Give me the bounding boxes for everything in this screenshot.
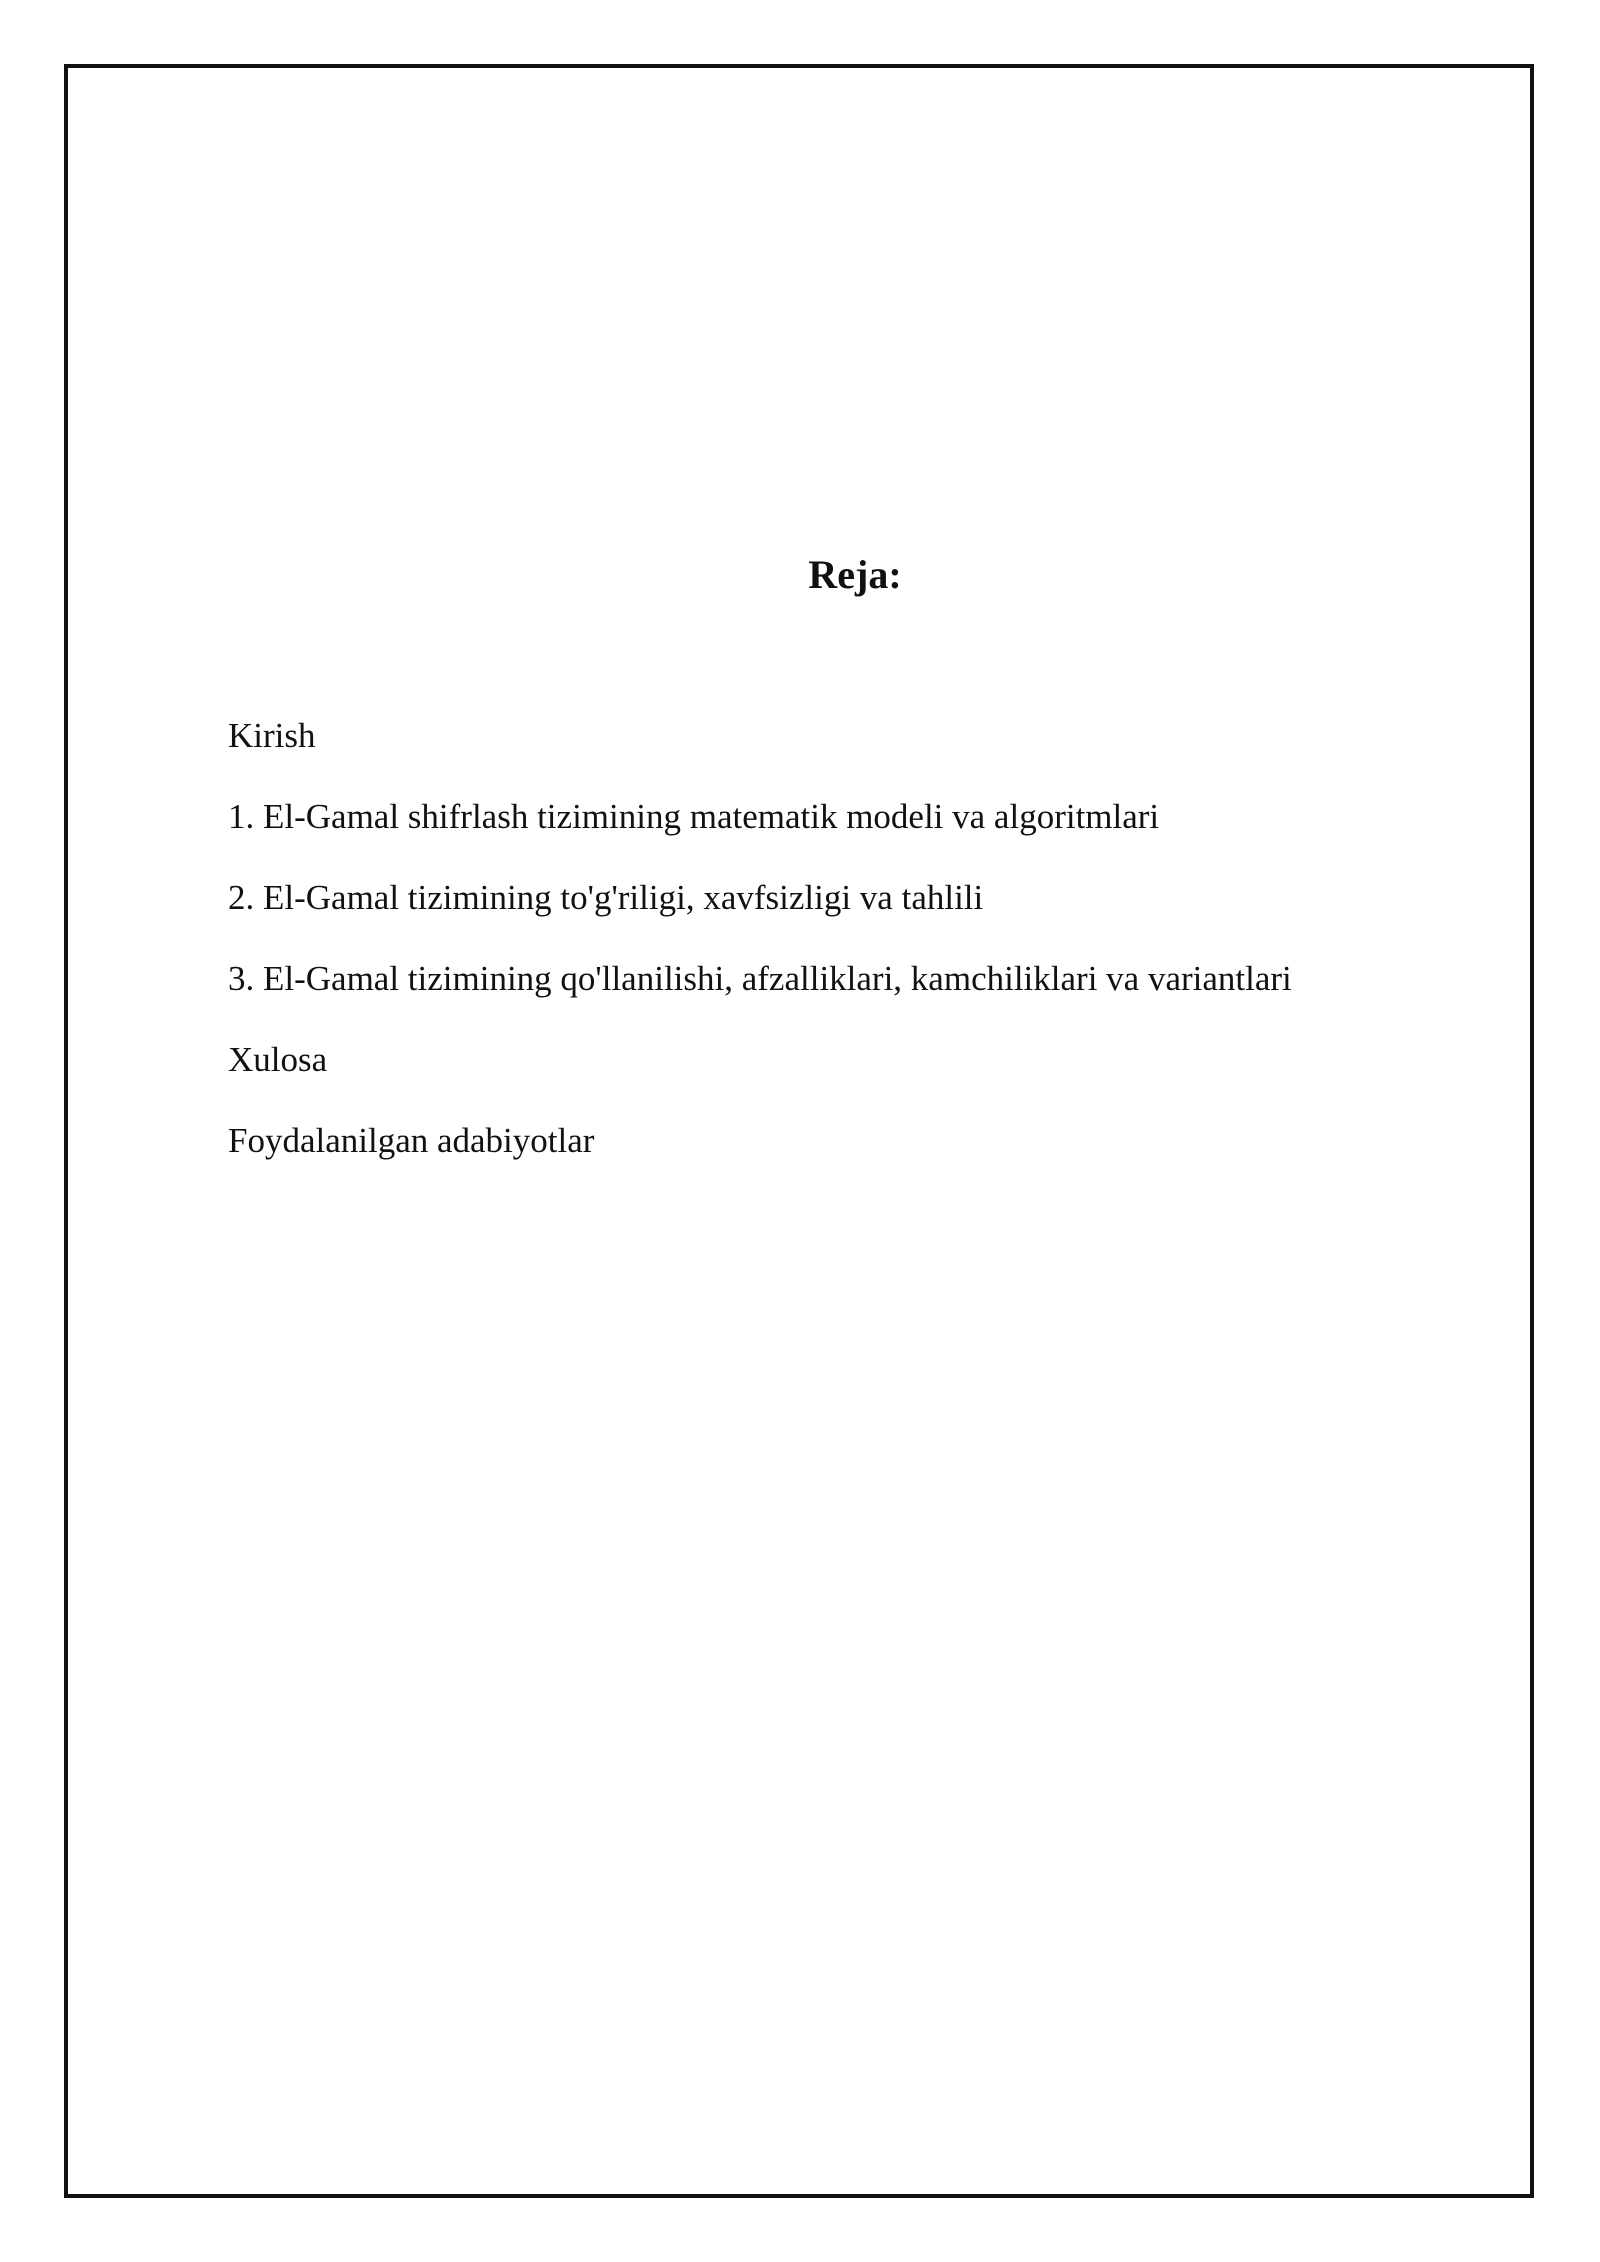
- toc-item-chapter-3: 3. El-Gamal tizimining qo'llanilishi, afzalliklari, kamchiliklari va variantlari: [228, 959, 1292, 998]
- page-title: Reja:: [808, 552, 902, 597]
- table-of-contents: [228, 695, 1292, 1181]
- toc-item-conclusion: Xulosa: [228, 1040, 328, 1079]
- toc-item-chapter-2: 2. El-Gamal tizimining to'g'riligi, xavfsizligi va tahlili: [228, 878, 984, 917]
- toc-item-introduction: Kirish: [228, 716, 316, 755]
- toc-item-references: Foydalanilgan adabiyotlar: [228, 1121, 595, 1160]
- toc-item-chapter-1: 1. El-Gamal shifrlash tizimining matematik modeli va algoritmlari: [228, 797, 1160, 836]
